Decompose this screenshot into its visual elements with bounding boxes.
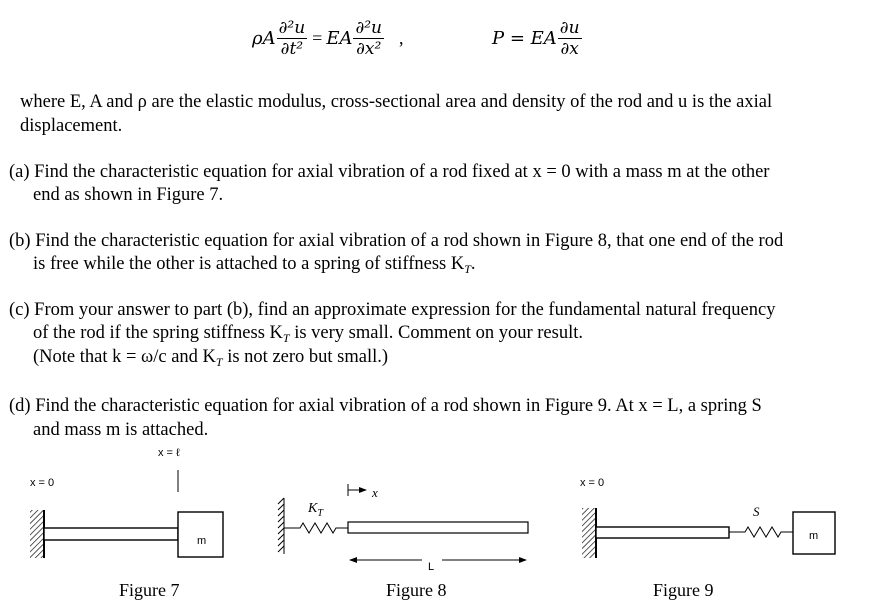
fig7-rod: [44, 528, 178, 540]
eq2-num: ∂u: [559, 18, 580, 38]
intro-line-2: displacement.: [20, 116, 123, 136]
fig8-spring-label: [307, 501, 324, 519]
fig8-spring-sub: T: [317, 508, 323, 519]
part-d-line-1: (d) Find the characteristic equation for axial vibration of a rod shown in Figure 9. At x = L, a spring S: [9, 396, 762, 416]
part-c-line-2-b: is very small. Comment on your result.: [289, 323, 583, 343]
fig9-wall-hatch: [582, 508, 596, 558]
fig8-x-label: x: [372, 485, 378, 500]
fig7-mass-label: m: [197, 535, 207, 547]
fig9-x0-label: x = 0: [580, 477, 605, 489]
equation-of-motion: [252, 18, 404, 59]
part-c-line-1: (c) From your answer to part (b), find an approximate expression for the fundamental natural frequency: [9, 300, 776, 320]
fig9-caption: Figure 9: [653, 580, 714, 600]
eq1-lhs-coef: ρA: [252, 28, 276, 49]
figure-7: [30, 447, 223, 600]
part-a-line-2: end as shown in Figure 7.: [33, 185, 224, 205]
eq1-lhs-den: ∂t²: [280, 39, 304, 59]
fig8-length-label: L: [428, 561, 435, 573]
figure-9: [580, 477, 835, 600]
force-equation: [492, 18, 583, 59]
part-c-line-2-a: of the rod if the spring stiffness K: [33, 323, 283, 343]
fig9-rod: [596, 527, 729, 538]
fig8-wall-hatch: [278, 498, 284, 552]
part-b-line-1: (b) Find the characteristic equation for axial vibration of a rod shown in Figure 8, that one end of the rod: [9, 231, 784, 251]
part-a-line-1: (a) Find the characteristic equation for axial vibration of a rod fixed at x = 0 with a mass m at the other: [9, 162, 770, 182]
part-c-line-3-b: is not zero but small.): [222, 347, 389, 367]
eq1-rhs-den: ∂x²: [356, 39, 382, 59]
eq1-lhs-fraction: [277, 18, 308, 59]
fig8-caption: Figure 8: [386, 580, 447, 600]
fig9-mass-label: m: [809, 530, 819, 542]
part-b-line-2-end: .: [470, 254, 476, 274]
part-c-line-3-a: (Note that k = ω/c and K: [33, 347, 216, 367]
part-c-kt-sub: T: [282, 331, 290, 345]
eq2-fraction: [558, 18, 582, 59]
fig7-x0-label: x = 0: [30, 477, 55, 489]
part-d-line-2: and mass m is attached.: [33, 420, 209, 440]
eq1-lhs-num: ∂²u: [278, 18, 306, 38]
fig9-spring-label: S: [753, 504, 760, 519]
fig8-spring-k: K: [308, 501, 318, 516]
fig7-wall-hatch: [30, 510, 44, 558]
eq1-rhs-coef: EA: [326, 28, 353, 49]
part-b-line-2: [33, 252, 476, 281]
fig9-spring: [729, 527, 793, 537]
figures-svg: [0, 440, 877, 612]
figure-8: [278, 484, 528, 600]
part-b-kt-sub: T: [464, 262, 471, 276]
fig7-xl-label: x = ℓ: [158, 447, 180, 459]
intro-line-1: where E, A and ρ are the elastic modulus, cross-sectional area and density of the rod and u is the axial: [20, 92, 773, 112]
eq2-den: ∂x: [560, 39, 579, 59]
fig7-caption: Figure 7: [119, 580, 180, 600]
fig8-spring: [284, 523, 348, 533]
part-b-line-2-text: is free while the other is attached to a spring of stiffness K: [33, 254, 465, 274]
eq1-rhs-fraction: [353, 18, 384, 59]
part-c-kt-sub-2: T: [215, 355, 223, 369]
fig8-rod: [348, 522, 528, 533]
eq2-lhs: P = EA: [492, 28, 557, 49]
eq-comma: ,: [399, 28, 404, 48]
eq1-rhs-num: ∂²u: [355, 18, 383, 38]
eq1-equals: =: [312, 28, 323, 48]
part-c-line-3: [33, 345, 388, 374]
